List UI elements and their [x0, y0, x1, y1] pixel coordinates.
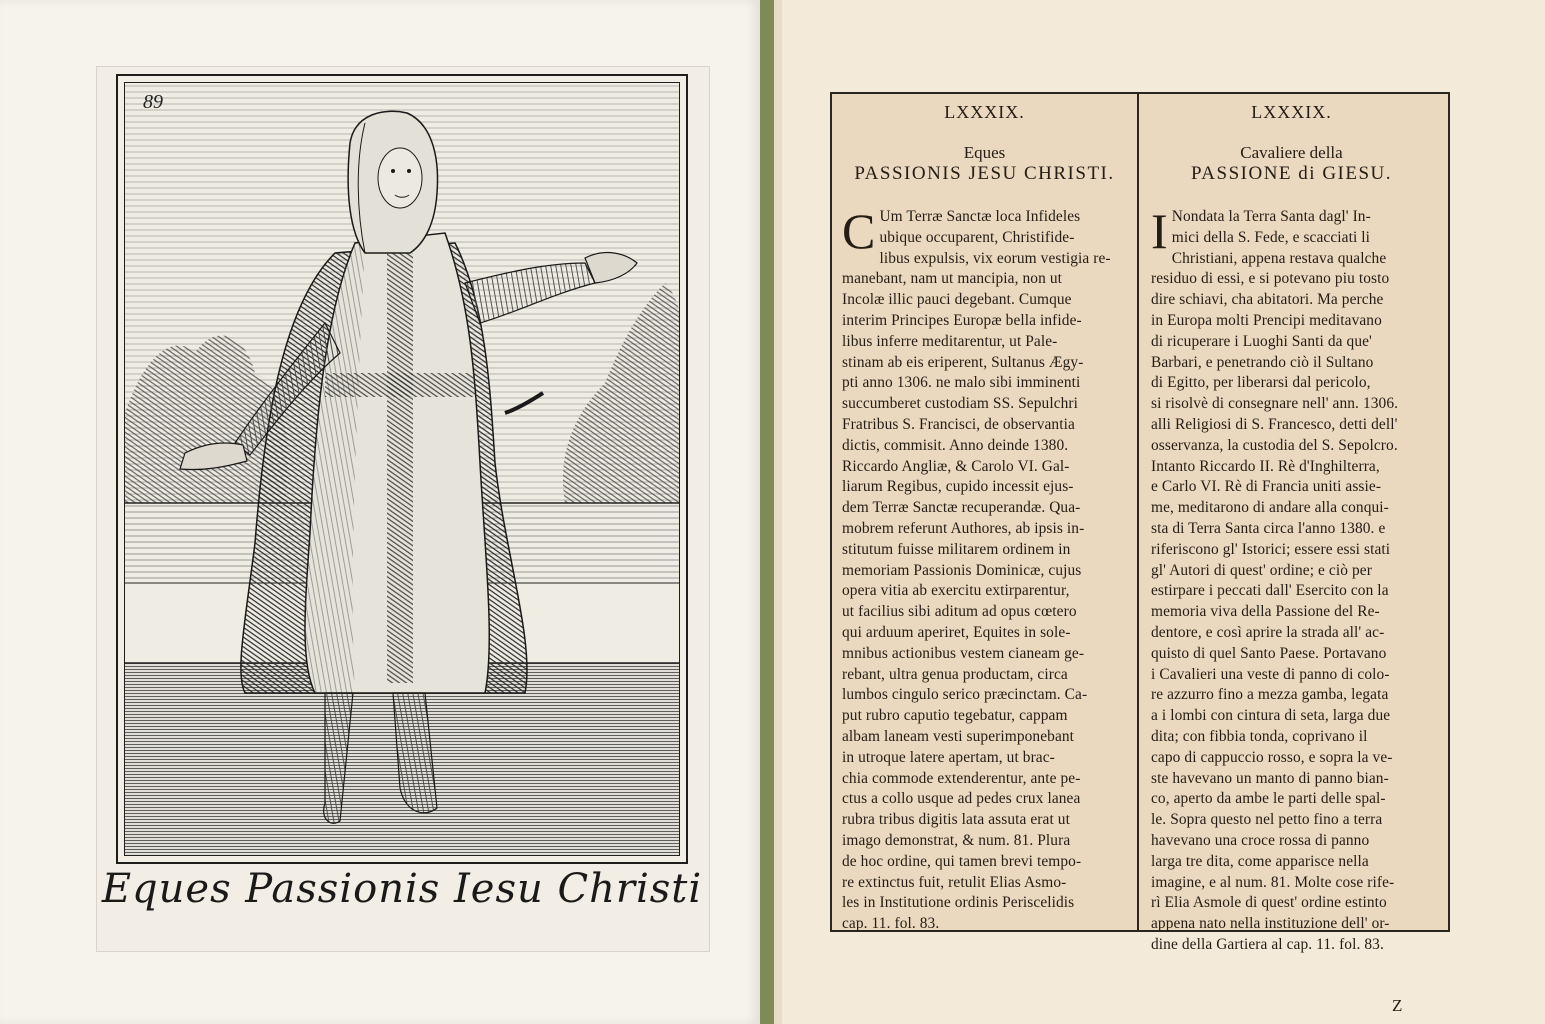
- latin-text: ubique occuparent, Christifide- libus expulsis, vix eorum vestigia re- manebant, nam ut mancipia, non ut Incolæ illic pauci degebant. Cumque interim Principes Europæ bella infide- libus inferre meditarentur, ut Pale- stinam ab eis eriperent, Sultanus Ægy- pti anno 1306. ne malo sibi imminenti succumberet custodiam SS. Sepulchri Fratribus S. Francisci, de observantia dictis, commisit. Anno deinde 1380. Riccardo Angliæ, & Carolo VI. Gal- liarum Regibus, cupido incessit ejus- dem Terræ Sanctæ recuperandæ. Qua- mobrem referunt Authores, ab ipsis in- stitutum fuisse militarem ordinem in memoriam Passionis Dominicæ, cujus opera vitia ab exercitu extirparentur, ut facilius sibi aditum ad opus cœtero qui arduum aperiret, Equites in sole- mnibus actionibus vestem cianeam ge- rebant, ultra genua productam, circa lumbos cingulo serico præcinctam. Ca- put rubro caputio tegebatur, cappam albam laneam vesti superimponebant in utroque latere apertam, ut brac- chia commode extenderentur, ante pe- ctus a collo usque ad pedes crux lanea rubra tribus digitis lata assuta erat ut imago demonstrat, & num. 81. Plura de hoc ordine, qui tamen brevi tempo- re extinctus fuit, retulit Elias Asmo- les in Institutione ordinis Periscelidis cap. 11. fol. 83.: [842, 228, 1111, 933]
- knight-engraving-illustration: [125, 83, 680, 856]
- book-gutter: [760, 0, 774, 1024]
- latin-first-line: Um Terræ Sanctæ loca Infideles: [879, 208, 1081, 225]
- latin-dropcap: C: [842, 203, 876, 259]
- italian-text: mici della S. Fede, e scacciati li Christiani, appena restava qualche residuo di essi, e si potevano piu tosto dire schiavi, cha abitatori. Ma perche in Europa molti Prencipi meditavano di ricuperare i Luoghi Santi da que' Barbari, e penetrando ciò il Sultano di Egitto, per liberarsi dal pericolo, si risolvè di consegnare nell' ann. 1306. alli Religiosi di S. Francesco, detti dell' osservanza, la custodia del S. Sepolcro. Intanto Riccardo II. Rè d'Inghilterra, e Carlo VI. Rè di Francia uniti assie- me, meditarono di andare alla conqui- sta di Terra Santa circa l'anno 1380. e riferiscono gl' Istorici; essere essi stati gl' Autori di quest' ordine; e ciò per estirpare i peccati dall' Esercito con la memoria viva della Passione del Re- dentore, e così aprire la strada all' ac- quisto di quel Santo Paese. Portavano i Cavalieri una veste di panno di colo- re azzurro fino a mezza gamba, legata a i lombi con cintura di seta, larga due dita; con fibbia tonda, coprivano il capo di cappuccio rosso, e sopra la ve- ste havevano un manto di panno bian- co, aperto da ambe le parti delle spal- le. Sopra questo nel petto fino a terra havevano una croce rossa di panno larga tre dita, come apparisce nella imagine, e al num. 81. Molte cose rife- rì Elia Asmole di quest' ordine estinto appena nato nella instituzione dell' or- dine della Gartiera al cap. 11. fol. 83.: [1151, 228, 1399, 953]
- italian-heading: PASSIONE di GIESU.: [1190, 163, 1393, 184]
- italian-dropcap: I: [1151, 203, 1168, 259]
- engraving-frame: [116, 74, 688, 864]
- signature-mark: Z: [1392, 996, 1403, 1015]
- latin-column: [832, 94, 1137, 933]
- plate-number: 89: [143, 91, 163, 113]
- italian-numeral: LXXXIX.: [1251, 102, 1332, 122]
- italian-body: [1151, 203, 1432, 956]
- text-block: [830, 92, 1450, 1015]
- latin-heading-small: Eques: [963, 143, 1006, 162]
- left-page-engraving: [0, 0, 760, 1024]
- engraving-image: [124, 82, 680, 856]
- page-edge: [774, 0, 782, 1024]
- italian-column: [1137, 94, 1442, 953]
- italian-heading-small: Cavaliere della: [1240, 143, 1343, 162]
- italian-first-line: Nondata la Terra Santa dagl' In-: [1171, 208, 1371, 225]
- latin-body: [842, 203, 1127, 935]
- right-page-text: [782, 0, 1545, 1024]
- latin-numeral: LXXXIX.: [944, 102, 1025, 122]
- plate-caption: Eques Passionis Iesu Christi: [101, 866, 703, 912]
- latin-heading: PASSIONIS JESU CHRISTI.: [854, 163, 1115, 184]
